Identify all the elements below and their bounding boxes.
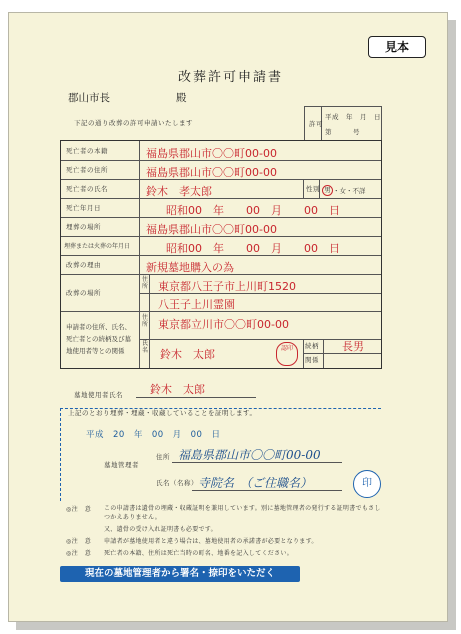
note-4-text: 死亡者の本籍、住所は死亡当時の町名、地番を記入してください。 xyxy=(104,550,294,557)
permit-label: 許可 xyxy=(309,120,323,128)
sex-label: 性別 xyxy=(306,185,320,193)
document-title: 改葬許可申請書 xyxy=(177,70,283,85)
sex-options: ・女・不詳 xyxy=(333,187,366,195)
destination-label: 改葬の場所 xyxy=(66,289,101,297)
permit-date: 平成 年 月 日 xyxy=(325,113,381,121)
note-1-mark: ◎注 意 xyxy=(66,506,92,513)
reason-label: 改葬の理由 xyxy=(66,261,101,269)
destination-name-value: 八王子上川霊園 xyxy=(158,298,235,311)
death-date-label: 死亡年月日 xyxy=(66,204,101,212)
relation-value: 長男 xyxy=(342,340,364,353)
burial-date-value: 昭和00 年 00 月 00 日 xyxy=(166,242,340,255)
applicant-address-value: 東京都立川市〇〇町00-00 xyxy=(158,318,289,331)
kankei-label: 関係 xyxy=(305,356,319,364)
instruction-banner: 現在の墓地管理者から署名・捺印をいただく xyxy=(60,566,300,582)
grave-user-value: 鈴木 太郎 xyxy=(150,383,205,396)
sex-male-circled: 男 xyxy=(322,185,333,196)
grave-user-label: 墓地使用者氏名 xyxy=(74,391,123,399)
honseki-label: 死亡者の本籍 xyxy=(66,147,108,155)
note-3-text: 申請者が墓地使用者と違う場合は、墓地使用者の承諾書が必要となります。 xyxy=(104,538,318,545)
name-label: 死亡者の氏名 xyxy=(66,185,108,193)
destination-address-label: 住所 xyxy=(142,276,149,290)
relation-label: 続柄 xyxy=(305,342,319,350)
manager-address-label: 住所 xyxy=(156,453,170,461)
manager-name-label: 氏名（名称） xyxy=(156,479,198,487)
name-value: 鈴木 孝太郎 xyxy=(146,185,212,198)
burial-place-label: 埋葬の場所 xyxy=(66,223,101,231)
honseki-value: 福島県郡山市〇〇町00-00 xyxy=(146,147,277,160)
certification-date: 平成 20 年 00 月 00 日 xyxy=(86,430,221,440)
certification-text: 上記のとおり埋葬・埋蔵・収蔵していることを証明します。 xyxy=(68,409,257,417)
reason-value: 新規墓地購入の為 xyxy=(146,261,234,274)
note-2-text: 又、遺骨の受け入れ証明書も必要です。 xyxy=(104,526,217,533)
note-1-text: この申請書は遺骨の埋蔵・収蔵証明を兼用しています。別に墓地管理者の発行する証明書でもさしつかえありません。 xyxy=(104,505,381,521)
note-3-mark: ◎注 意 xyxy=(66,538,92,545)
burial-place-value: 福島県郡山市〇〇町00-00 xyxy=(146,223,277,236)
permit-box xyxy=(304,106,382,141)
permit-number: 第 号 xyxy=(325,128,360,136)
manager-seal: 印 xyxy=(353,470,381,498)
manager-address-value: 福島県郡山市〇〇町00-00 xyxy=(178,448,321,462)
honorific: 殿 xyxy=(176,92,187,104)
manager-label: 墓地管理者 xyxy=(104,461,139,469)
address-value: 福島県郡山市〇〇町00-00 xyxy=(146,166,277,179)
manager-name-value: 寺院名 （ご住職名） xyxy=(198,476,313,490)
intro-text: 下記の通り改葬の許可申請いたします xyxy=(74,119,193,127)
burial-date-label: 埋葬または火葬の年月日 xyxy=(64,243,131,250)
applicant-name-label: 氏名 xyxy=(142,340,149,354)
addressee: 郡山市長 xyxy=(68,92,110,104)
death-date-value: 昭和00 年 00 月 00 日 xyxy=(166,204,340,217)
sample-badge: 見本 xyxy=(368,36,426,58)
note-4-mark: ◎注 意 xyxy=(66,550,92,557)
applicant-name-value: 鈴木 太郎 xyxy=(160,348,215,361)
destination-address-value: 東京都八王子市上川町1520 xyxy=(158,280,296,293)
applicant-label-3: 地使用者等との関係 xyxy=(66,347,125,355)
applicant-address-label: 住所 xyxy=(142,314,149,328)
applicant-label-1: 申請者の住所、氏名、 xyxy=(66,323,131,331)
applicant-label-2: 死亡者との続柄及び墓 xyxy=(66,335,131,343)
applicant-seal: 認印 xyxy=(276,342,298,366)
address-label: 死亡者の住所 xyxy=(66,166,108,174)
